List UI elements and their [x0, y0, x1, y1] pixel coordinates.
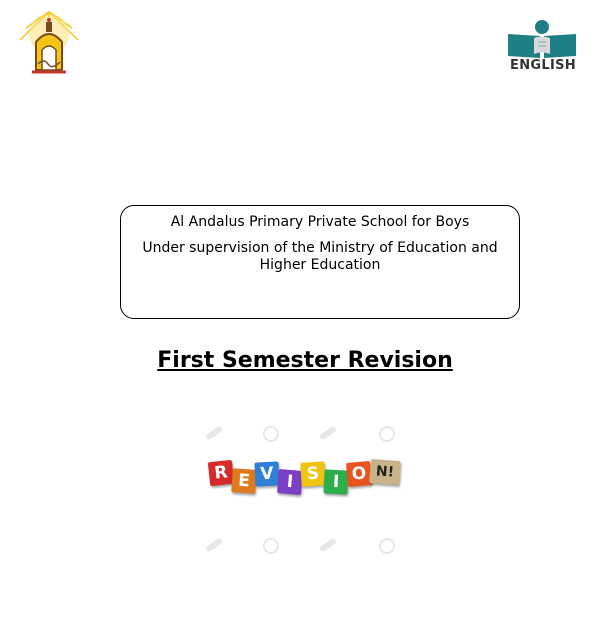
supervision-text: Under supervision of the Ministry of Education and Higher Education: [142, 240, 498, 273]
mosque-emblem-icon: [14, 8, 84, 78]
page-title: First Semester Revision: [157, 348, 453, 373]
open-book-icon: [504, 18, 582, 60]
english-logo-text: ENGLISH: [510, 58, 576, 73]
revision-tile: S: [300, 461, 326, 487]
watermark-mark: [263, 426, 279, 442]
school-name: Al Andalus Primary Private School for Boys: [170, 214, 470, 230]
watermark-mark: [205, 425, 223, 440]
watermark-mark: [205, 537, 223, 552]
school-logo: [14, 8, 84, 78]
revision-blocks-image: [195, 418, 415, 553]
english-logo: [504, 18, 582, 78]
revision-tile: R: [208, 460, 234, 486]
revision-tile: I: [277, 469, 303, 495]
watermark-mark: [319, 425, 337, 440]
watermark-mark: [379, 538, 395, 554]
revision-tile: V: [254, 461, 279, 486]
school-info-box: [120, 205, 520, 319]
revision-tile: E: [231, 468, 257, 494]
revision-tile: O: [346, 461, 372, 487]
revision-tile: N!: [369, 459, 401, 485]
watermark-mark: [379, 426, 395, 442]
watermark-mark: [263, 538, 279, 554]
revision-tile: I: [323, 469, 348, 494]
watermark-mark: [319, 537, 337, 552]
